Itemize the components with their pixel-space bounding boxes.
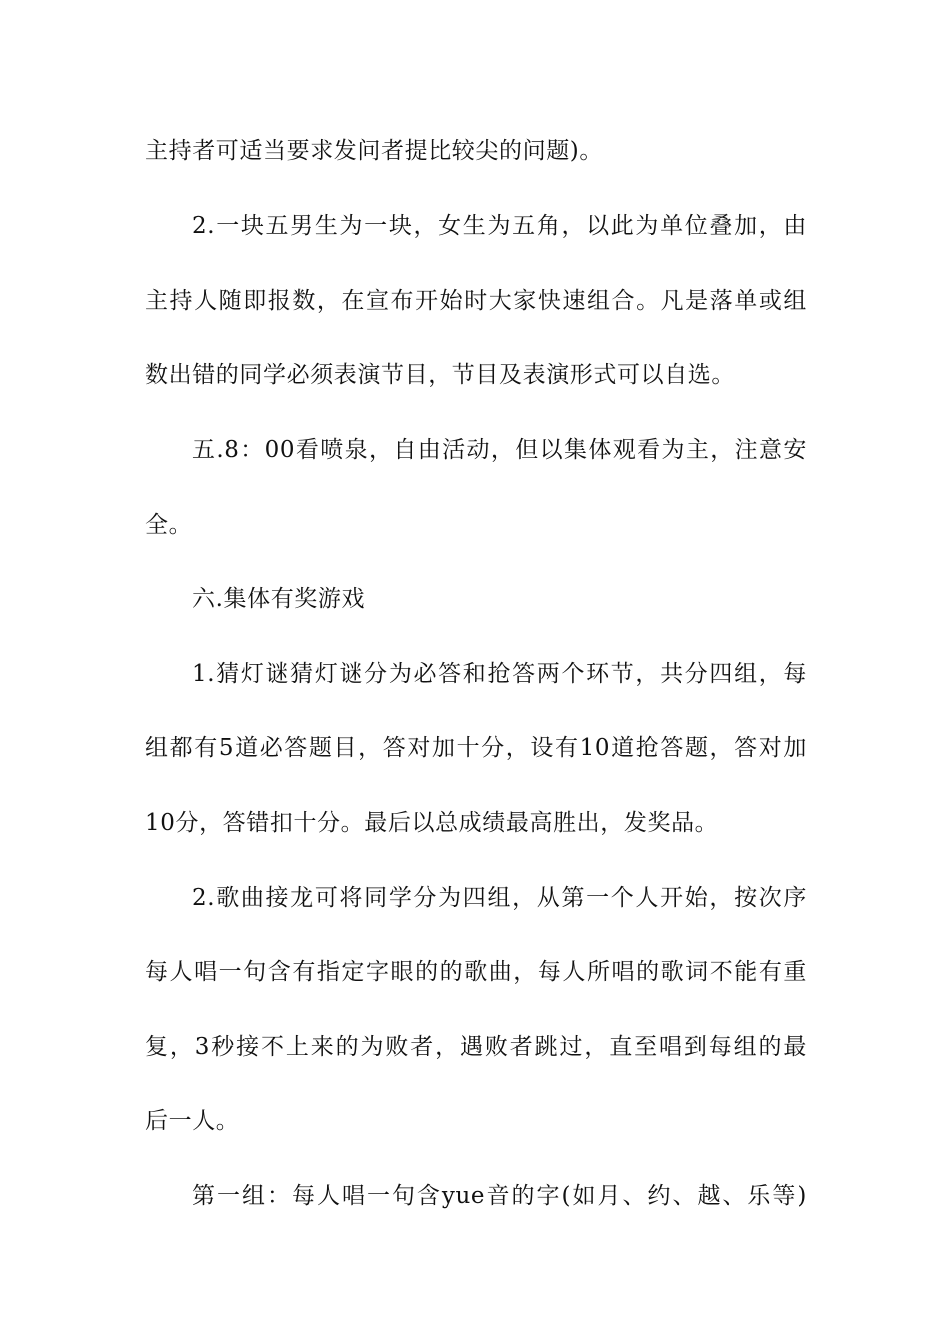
text-line: 10分，答错扣十分。最后以总成绩最高胜出，发奖品。 bbox=[145, 810, 719, 836]
text-line: 后一人。 bbox=[145, 1108, 240, 1134]
text-line: 2.一块五男生为一块，女生为五角，以此为单位叠加，由 bbox=[192, 213, 807, 239]
text-line: 全。 bbox=[145, 512, 193, 538]
text-line: 主持者可适当要求发问者提比较尖的问题)。 bbox=[145, 138, 603, 164]
section-heading: 六.集体有奖游戏 bbox=[192, 586, 366, 612]
text-line: 复，3秒接不上来的为败者，遇败者跳过，直至唱到每组的最 bbox=[145, 1034, 807, 1060]
text-line: 主持人随即报数，在宣布开始时大家快速组合。凡是落单或组 bbox=[145, 288, 807, 314]
text-line: 2.歌曲接龙可将同学分为四组，从第一个人开始，按次序 bbox=[192, 885, 807, 911]
text-line: 五.8：00看喷泉，自由活动，但以集体观看为主，注意安 bbox=[192, 437, 807, 463]
text-line: 1.猜灯谜猜灯谜分为必答和抢答两个环节，共分四组，每 bbox=[192, 661, 807, 687]
text-line: 数出错的同学必须表演节目，节目及表演形式可以自选。 bbox=[145, 362, 735, 388]
text-line: 第一组：每人唱一句含yue音的字(如月、约、越、乐等) bbox=[192, 1183, 807, 1209]
text-line: 组都有5道必答题目，答对加十分，设有10道抢答题，答对加 bbox=[145, 735, 807, 761]
text-line: 每人唱一句含有指定字眼的的歌曲，每人所唱的歌词不能有重 bbox=[145, 959, 807, 985]
